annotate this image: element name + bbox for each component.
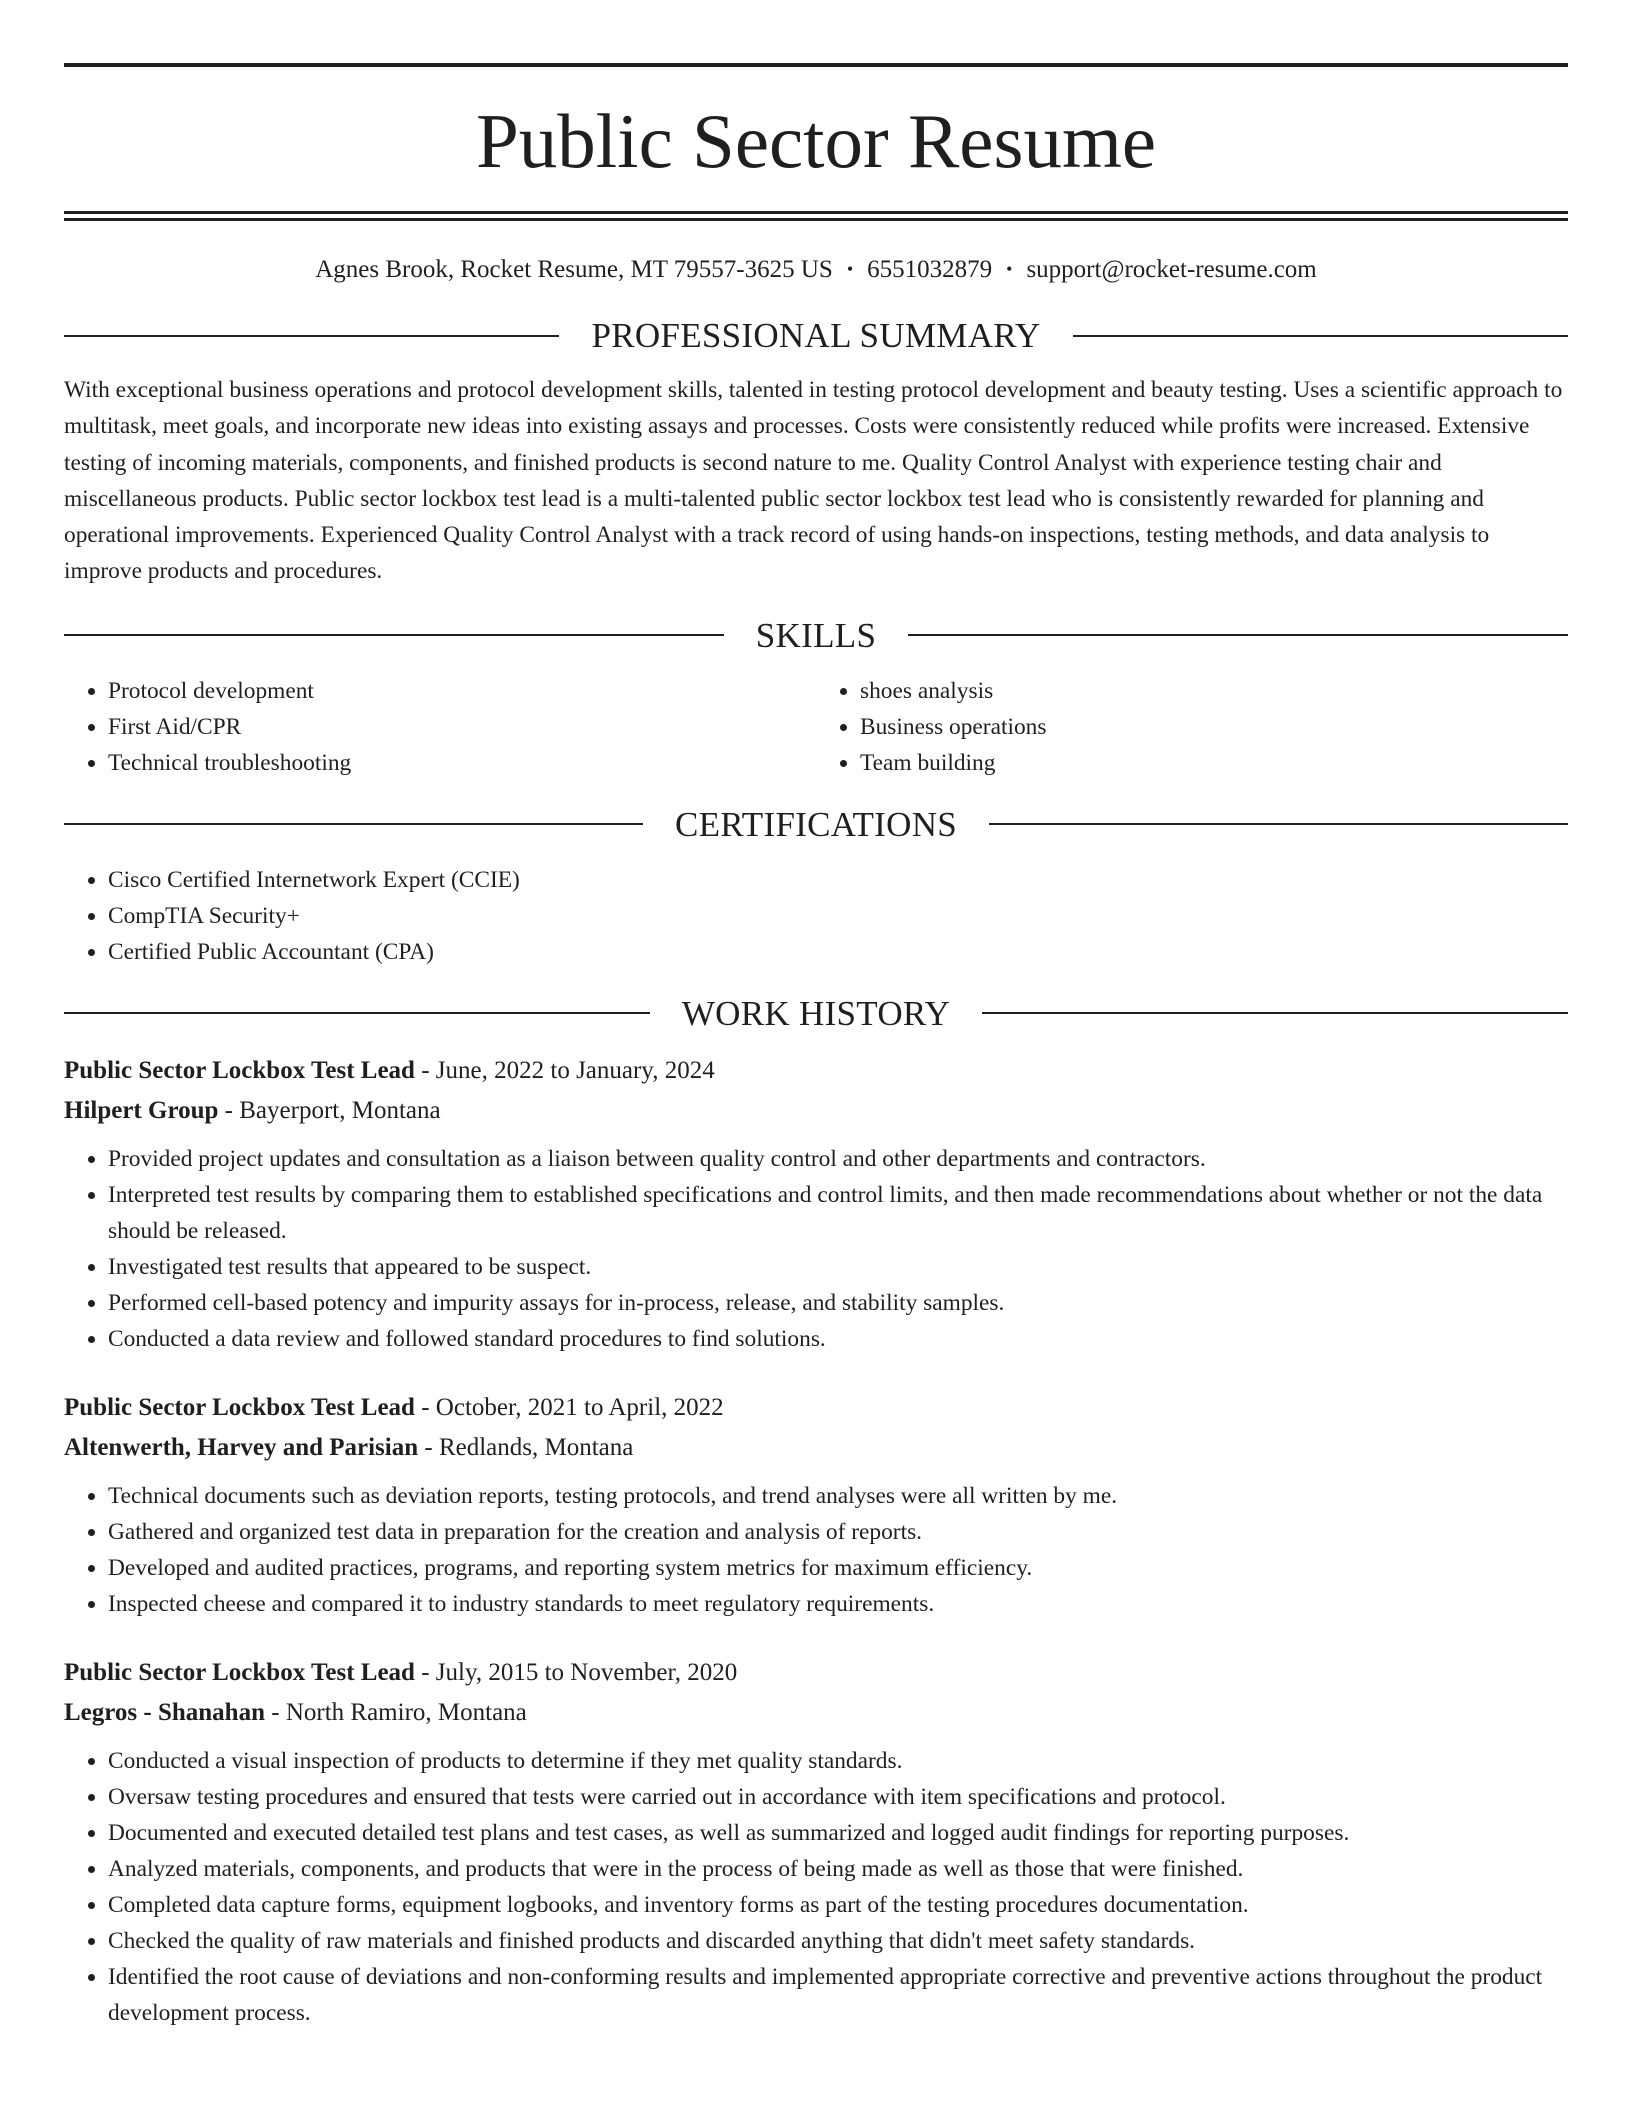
job-bullets — [64, 1141, 1568, 1357]
job-bullet: • Documented and executed detailed test plans and test cases, as well as summarized and logged audit findings for reporting purposes. — [108, 1815, 1568, 1851]
heading-rule — [989, 823, 1568, 825]
job-bullet: • Performed cell-based potency and impurity assays for in-process, release, and stability samples. — [108, 1285, 1568, 1321]
heading-rule — [64, 335, 559, 337]
certifications-heading-label: CERTIFICATIONS — [674, 804, 958, 844]
contact-address: Agnes Brook, Rocket Resume, MT 79557-3625 US — [315, 256, 833, 283]
contact-separator: • — [1006, 259, 1013, 279]
resume-page — [64, 63, 1568, 2031]
job-bullet: • Completed data capture forms, equipment logbooks, and inventory forms as part of the testing procedures documentation. — [108, 1887, 1568, 1923]
job-entry — [64, 1051, 1568, 1357]
heading-rule — [64, 823, 643, 825]
job-location: - North Ramiro, Montana — [265, 1698, 527, 1726]
job-title-line — [64, 1388, 1568, 1428]
heading-rule — [982, 1012, 1568, 1014]
title-double-rule — [64, 211, 1568, 221]
job-title-line — [64, 1051, 1568, 1091]
job-bullet: • Checked the quality of raw materials and finished products and discarded anything that didn't meet safety standards. — [108, 1923, 1568, 1959]
job-company-line — [64, 1428, 1568, 1468]
skills-heading-label: SKILLS — [755, 615, 877, 655]
job-bullet: • Conducted a data review and followed standard procedures to find solutions. — [108, 1321, 1568, 1357]
job-title: Public Sector Lockbox Test Lead — [64, 1658, 415, 1686]
job-entry — [64, 1388, 1568, 1622]
job-dates: - October, 2021 to April, 2022 — [414, 1393, 724, 1421]
contact-separator: • — [846, 259, 854, 279]
job-bullets — [64, 1743, 1568, 2031]
skill-item: • Team building — [860, 745, 1568, 781]
job-bullet: • Investigated test results that appeared to be suspect. — [108, 1249, 1568, 1285]
heading-rule — [64, 1012, 650, 1014]
skill-item: • shoes analysis — [860, 673, 1568, 709]
job-company: Legros - Shanahan — [64, 1698, 265, 1726]
job-bullet: • Analyzed materials, components, and products that were in the process of being made as well as those that were finished. — [108, 1851, 1568, 1887]
skills-column-right — [816, 673, 1568, 781]
job-bullet: • Technical documents such as deviation reports, testing protocols, and trend analyses were all written by me. — [108, 1478, 1568, 1514]
summary-heading — [64, 318, 1568, 353]
top-rule — [64, 63, 1568, 67]
job-title: Public Sector Lockbox Test Lead — [64, 1393, 415, 1421]
resume-title: Public Sector Resume — [475, 98, 1157, 184]
certification-item: • Certified Public Accountant (CPA) — [108, 934, 1568, 970]
job-bullets — [64, 1478, 1568, 1622]
job-bullet: • Identified the root cause of deviations and non-conforming results and implemented appropriate corrective and preventive actions throughout the product development process. — [108, 1959, 1568, 2031]
job-bullet: • Interpreted test results by comparing them to established specifications and control limits, and then made recommendations about whether or not the data should be released. — [108, 1177, 1568, 1249]
job-company: Altenwerth, Harvey and Parisian — [64, 1433, 419, 1461]
skill-item: • First Aid/CPR — [108, 709, 816, 745]
job-bullet: • Inspected cheese and compared it to industry standards to meet regulatory requirements. — [108, 1586, 1568, 1622]
job-bullet: • Oversaw testing procedures and ensured that tests were carried out in accordance with item specifications and protocol. — [108, 1779, 1568, 1815]
summary-heading-label: PROFESSIONAL SUMMARY — [591, 316, 1041, 355]
contact-phone: 6551032879 — [867, 256, 993, 283]
job-entry — [64, 1653, 1568, 2031]
job-title: Public Sector Lockbox Test Lead — [64, 1056, 415, 1084]
heading-rule — [64, 634, 724, 636]
contact-email: support@rocket-resume.com — [1026, 256, 1317, 283]
skills-list — [64, 673, 1568, 781]
job-bullet: • Conducted a visual inspection of products to determine if they met quality standards. — [108, 1743, 1568, 1779]
contact-line — [64, 257, 1568, 282]
summary-text: With exceptional business operations and protocol development skills, talented in testing protocol development and beauty testing. Uses a scientific approach to multitask, meet goals, and incorporate new ideas into existing assays and processes. Costs were consistently reduced while profits were increased. Extensive testing of incoming materials, components, and finished products is second nature to me. Quality Control Analyst with experience testing chair and miscellaneous products. Public sector lockbox test lead is a multi-talented public sector lockbox test lead who is consistently rewarded for planning and operational improvements. Experienced Quality Control Analyst with a track record of using hands-on inspections, testing methods, and data analysis to improve products and procedures. — [64, 377, 1563, 585]
job-dates: - June, 2022 to January, 2024 — [414, 1056, 715, 1084]
skill-item: • Business operations — [860, 709, 1568, 745]
certification-item: • CompTIA Security+ — [108, 898, 1568, 934]
skills-heading — [64, 615, 1568, 655]
skill-item: • Technical troubleshooting — [108, 745, 816, 781]
job-bullet: • Gathered and organized test data in preparation for the creation and analysis of reports. — [108, 1514, 1568, 1550]
certifications-heading — [64, 804, 1568, 844]
job-bullet: • Provided project updates and consultation as a liaison between quality control and other departments and contractors. — [108, 1141, 1568, 1177]
job-bullet: • Developed and audited practices, programs, and reporting system metrics for maximum efficiency. — [108, 1550, 1568, 1586]
certification-item: • Cisco Certified Internetwork Expert (CCIE) — [108, 862, 1568, 898]
job-location: - Redlands, Montana — [418, 1433, 634, 1461]
job-title-line — [64, 1653, 1568, 1693]
job-dates: - July, 2015 to November, 2020 — [414, 1658, 738, 1686]
heading-rule — [908, 634, 1568, 636]
work-history-heading — [64, 993, 1568, 1033]
job-location: - Bayerport, Montana — [218, 1096, 441, 1124]
skill-item: • Protocol development — [108, 673, 816, 709]
job-company-line — [64, 1091, 1568, 1131]
job-company: Hilpert Group — [64, 1096, 219, 1124]
heading-rule — [1073, 335, 1568, 337]
certifications-list — [64, 862, 1568, 970]
job-company-line — [64, 1693, 1568, 1733]
skills-column-left — [64, 673, 816, 781]
work-history-heading-label: WORK HISTORY — [681, 993, 951, 1033]
